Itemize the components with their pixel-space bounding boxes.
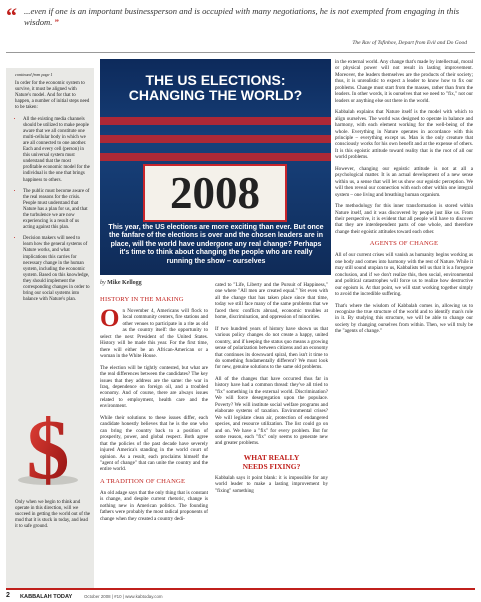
article-column-2: cated to "Life, Liberty and the Pursuit of Happiness," one where "All men are created equal." Yet even with all the change that has taken place since that time, today we still face many of the same problems that we faced then: conflicts abroad, economic troubles at home, discrimination, and oppression of minorities. If two hundred years of history have shown us that various policy changes do not create a happy, united country, and if keeping the status quo means a growing sense of polarization between citizens and an economy that continues its downward spiral, then isn't it time to do something fundamentally different? We must look for new, genuine solutions to the same old problems. All of the changes that have occurred thus far in history have had a common thread: they've all tried to "fix" something in the external world. Discrimination? We will force desegregation upon the populace. Poverty? We will institute social welfare programs and elaborate systems of taxation. Environmental crises? We will legislate clean air, protection of endangered species, and resource utilization. The list could go on and on. We have a "fix" for every problem. But for some reason, each "fix" only seems to generate new and greater problems. WHAT REALLY NEEDS FIXING? Kabbalah says it point blank: it is impossible for any world leader to make a lasting improvement by "fixing" something: [215, 282, 328, 494]
quote-attribution: The Rav of Tsfinhov, Depart from Evil and Do Good: [352, 40, 467, 46]
sidebar-text: [15, 72, 91, 308]
sidebar-bullet: • The public must become aware of the real reasons for the crisis. People must understand that Nature has a plan for us, and that the turbulence we are now experiencing is a result of us acting against this plan.: [23, 189, 91, 232]
sidebar-bullet: • Decision makers will need to learn how the general systems of Nature works, and what implications this carries for necessary change in the human system, including the economic system. Based on this knowledge, they should implement the corresponding changes in order to bring our social systems into balance with Nature's plan.: [23, 236, 91, 303]
author-name: Mike Kellogg: [107, 280, 142, 286]
sidebar-intro: In order for the economic system to survive, it must be aligned with Nature's model. And for that to happen, a number of initial steps need to be taken:: [15, 81, 90, 111]
flag-stripe: [100, 135, 331, 143]
quote-open-mark: “: [6, 3, 17, 28]
hero-caption: This year, the US elections are more exciting than ever. But once the fanfare of the elections is over and the chosen leaders are in place, will the world have undergone any real change? Perhaps it's time to think about changing the people who are really running the show – ourselves: [108, 224, 324, 265]
drop-cap: O: [100, 305, 120, 332]
flag-stripe: [100, 117, 331, 125]
pull-quote: [0, 0, 481, 54]
issue-info: October 2008 | #10 | www.kabtoday.com: [84, 594, 163, 599]
section-heading: HISTORY IN THE MAKING: [100, 296, 184, 303]
section-heading: WHAT REALLY NEEDS FIXING?: [242, 452, 301, 471]
article-column-3: in the external world. Any change that's made by intellectual, moral or physical power will not result in lasting improvement. Moreover, the leaders themselves are the products of their society; thus, it is unrealistic to expect a leader to know how to fix our problems. Change must start from the masses, rather than from the leaders. In other words, it is ourselves that we need to "fix," not our leaders or anything else out there in the world. Kabbalah explains that Nature itself is the model with which to align ourselves. The world was designed to operate in balance and harmony, with each element working for the well-being of the whole. Everything in Nature operates in accordance with this principle – everything except us. Man is the only creature that consciously works for his own benefit and at the expense of others. It is this egoistic attitude toward reality that is the root of all our world problems. However, changing our egoistic attitude is not at all a psychological matter. It is an actual development of a new sense within us, a sense that will let us show our egoistic perception. We will then reveal our connection with each other within one integral system – one living and breathing human organism. The methodology for this inner transformation is stored within Nature itself, and it was discovered by people just like us. From their perspective, it is evident that all people will have to discover that they are interdependent parts of one whole, and therefore change their egoistic attitudes toward each other. AGENTS OF CHANGE All of our current crises will vanish as humanity begins working as one body and comes into harmony with the rest of Nature. While it may still sound utopian to us, Kabbalists tell us that it is a foregone conclusion, and if we don't realize this, then social, environmental and political catastrophes will force us to realize how destructive our egoism is. At that point, we will start working together simply to avoid the incredible suffering. That's where the wisdom of Kabbalah comes in, allowing us to recognize the true structure of the world and to identify man's role in it. By studying this structure, we will be able to change our society by changing ourselves from within. Then, we will truly be the "agents of change.": [335, 59, 473, 335]
magazine-name: KABBALAH TODAY: [20, 594, 73, 600]
quote-close-mark: ”: [54, 17, 59, 27]
hero-image: [100, 59, 331, 275]
continued-note: continued from page 1: [15, 72, 53, 77]
hero-year: 2008: [143, 164, 287, 222]
header-divider: [6, 52, 475, 53]
quote-text: ...even if one is an important businessperson and is occupied with many negotiations, he is not exempted from engaging in this wisdom. ”: [24, 6, 460, 27]
sidebar-closing: Only when we begin to think and operate in this direction, will we succeed in getting the world out of the mud that it is stuck in today, and lead it to safe ground.: [15, 500, 91, 530]
section-heading: A TRADITION OF CHANGE: [100, 477, 186, 485]
dollar-sign-illustration: [8, 406, 88, 488]
flag-stripe: [100, 153, 331, 161]
article-column-1: HISTORY IN THE MAKING On November 4, Americans will flock to local community centers, fire stations and other venues to participate in a rite as old as the country itself: the opportunity to select the next President of the United States. History will be made this year. For the first time, there will either be an African-American or a woman in the White House. The election will be tightly contested, but what are the real differences between the candidates? The key issues that they address are the same: the war in Iraq, dependence on foreign oil, and a troubled economy. And of course, there are always issues related to employment, health care and the environment. While their solutions to these issues differ, each candidate honestly believes that he is the one who can bring the country back to a position of prosperity, power, and global respect. Both agree that the policies of the past decade have severely injured America's standing in the world court of opinion. As a result, each proclaims himself the "agent of change" that can unite the country and the entire world. A TRADITION OF CHANGE An old adage says that the only thing that is constant is change, and despite current rhetoric, change is nothing new in American politics. The founding fathers were probably the most radical proponents of change when they created a country dedi-: [100, 296, 208, 522]
hero-title: THE US ELECTIONS: CHANGING THE WORLD?: [128, 72, 303, 103]
sidebar-bullet: • All the existing media channels should be utilized to make people aware that we all constitute one multi-cellular body in which we are all connected to one another. Each and every cell (person) in this universal system must understand that the most profitable economic model for the individual is the one that brings happiness to others.: [23, 117, 91, 184]
section-heading: AGENTS OF CHANGE: [369, 240, 439, 248]
page-number: 2: [6, 592, 10, 599]
byline: by Mike Kellogg: [100, 280, 142, 286]
svg-text:$: $: [26, 406, 70, 488]
sidebar-bullets: [15, 117, 91, 304]
